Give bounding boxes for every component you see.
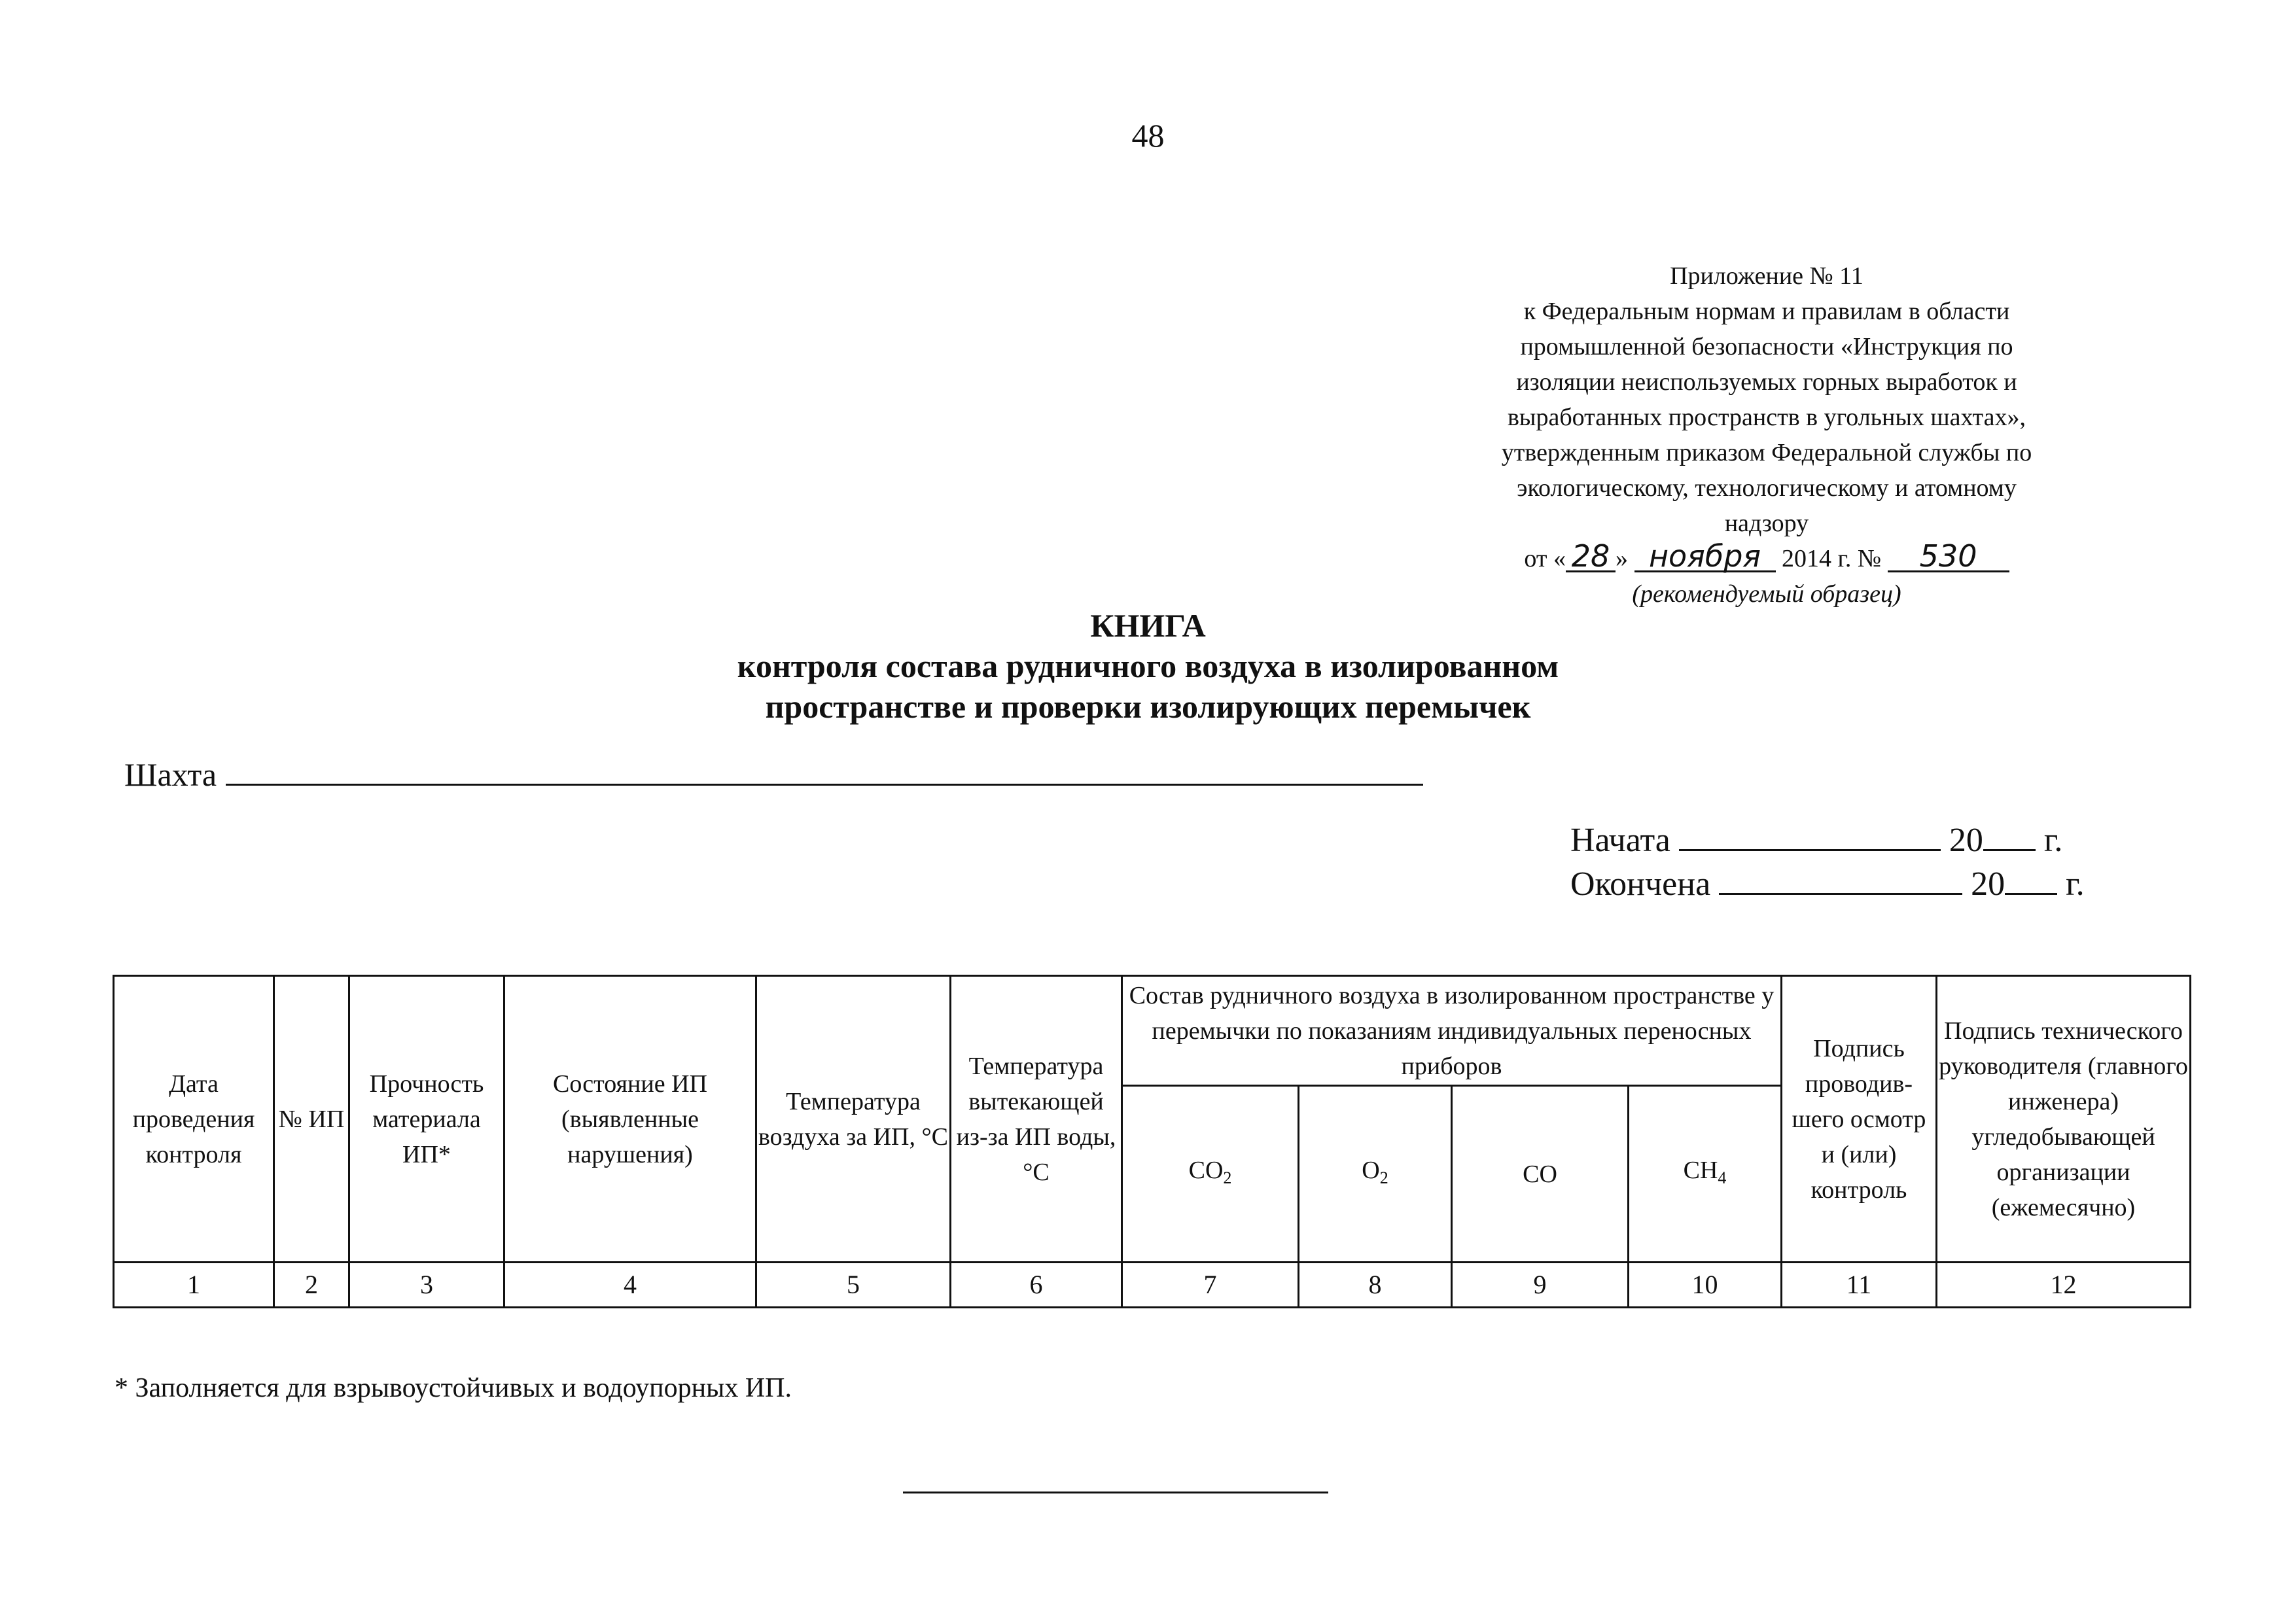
started-year-suffix: г.	[2043, 822, 2063, 859]
order-prefix: от «	[1524, 545, 1566, 572]
column-number: 4	[504, 1263, 756, 1308]
column-number: 6	[951, 1263, 1122, 1308]
appendix-line: утвержденным приказом Федеральной службы по	[1501, 439, 2032, 466]
header-air-temp: Температура воздуха за ИП, °С	[756, 976, 951, 1263]
ch4-base: CH	[1683, 1156, 1718, 1184]
column-number: 2	[274, 1263, 349, 1308]
end-divider	[903, 1492, 1328, 1493]
order-date-line	[1341, 538, 2192, 576]
column-number: 3	[349, 1263, 504, 1308]
page-number: 48	[1131, 117, 1165, 154]
started-label: Начата	[1570, 822, 1670, 859]
started-year-prefix: 20	[1949, 822, 1983, 859]
appendix-line: к Федеральным нормам и правилам в области	[1523, 298, 2010, 325]
header-o2	[1299, 1086, 1452, 1263]
header-inspector-signature: Подпись проводив-шего осмотр и (или) контроль	[1782, 976, 1937, 1263]
ch4-sub: 4	[1718, 1168, 1727, 1187]
appendix-line: промышленной безопасности «Инструкция по	[1520, 333, 2013, 360]
co2-sub: 2	[1223, 1168, 1232, 1187]
order-year: 2014 г. №	[1782, 545, 1882, 572]
appendix-line: выработанных пространств в угольных шахтах»,	[1507, 404, 2026, 431]
column-number: 7	[1122, 1263, 1299, 1308]
header-co: CO	[1452, 1086, 1629, 1263]
order-number-handwritten: 530	[1888, 542, 2009, 572]
column-number: 8	[1299, 1263, 1452, 1308]
o2-sub: 2	[1379, 1168, 1388, 1187]
appendix-block	[1341, 258, 2192, 612]
column-number: 1	[114, 1263, 274, 1308]
book-title	[0, 605, 2296, 727]
title-line: КНИГА	[1090, 607, 1206, 644]
header-date: Дата проведения контроля	[114, 976, 274, 1263]
mine-field	[124, 756, 1423, 794]
appendix-line: Приложение № 11	[1670, 262, 1863, 290]
ended-field	[1570, 865, 2085, 903]
column-number: 9	[1452, 1263, 1629, 1308]
column-number: 12	[1937, 1263, 2191, 1308]
footnote: * Заполняется для взрывоустойчивых и водоупорных ИП.	[115, 1373, 792, 1403]
column-number: 10	[1629, 1263, 1782, 1308]
title-line: пространстве и проверки изолирующих перемычек	[765, 688, 1531, 725]
header-state: Состояние ИП (выявленные нарушения)	[504, 976, 756, 1263]
appendix-line: изоляции неиспользуемых горных выработок и	[1516, 368, 2017, 396]
order-day-handwritten: 28	[1566, 542, 1616, 572]
ended-blank-line[interactable]	[1719, 867, 1962, 895]
header-co2	[1122, 1086, 1299, 1263]
mine-blank-line[interactable]	[226, 758, 1423, 786]
header-composition: Состав рудничного воздуха в изолированном пространстве у перемычки по показаниям индивидуальных переносных приборов	[1122, 976, 1782, 1086]
ended-year-blank[interactable]	[2005, 867, 2057, 895]
control-table	[113, 975, 2191, 1308]
header-no: № ИП	[274, 976, 349, 1263]
started-field	[1570, 821, 2062, 860]
started-year-blank[interactable]	[1983, 823, 2036, 851]
order-month-handwritten: ноября	[1634, 542, 1776, 572]
mine-label: Шахта	[124, 756, 217, 793]
column-number: 11	[1782, 1263, 1937, 1308]
started-blank-line[interactable]	[1679, 823, 1941, 851]
appendix-line: надзору	[1724, 510, 1809, 537]
ended-year-prefix: 20	[1971, 865, 2005, 903]
ended-year-suffix: г.	[2066, 865, 2085, 903]
header-strength: Прочность материала ИП*	[349, 976, 504, 1263]
column-number: 5	[756, 1263, 951, 1308]
appendix-line: экологическому, технологическому и атомному	[1517, 474, 2017, 502]
title-line: контроля состава рудничного воздуха в изолированном	[737, 648, 1559, 684]
header-water-temp: Температура вытекающей из-за ИП воды, °С	[951, 976, 1122, 1263]
order-quote-close: »	[1616, 545, 1629, 572]
header-tech-head-signature: Подпись технического руководителя (главного инженера) угледобывающей организации (ежемесячно)	[1937, 976, 2191, 1263]
sample-note: (рекомендуемый образец)	[1632, 580, 1901, 608]
header-ch4	[1629, 1086, 1782, 1263]
ended-label: Окончена	[1570, 865, 1711, 903]
co2-base: CO	[1188, 1156, 1224, 1184]
o2-base: O	[1362, 1156, 1380, 1184]
